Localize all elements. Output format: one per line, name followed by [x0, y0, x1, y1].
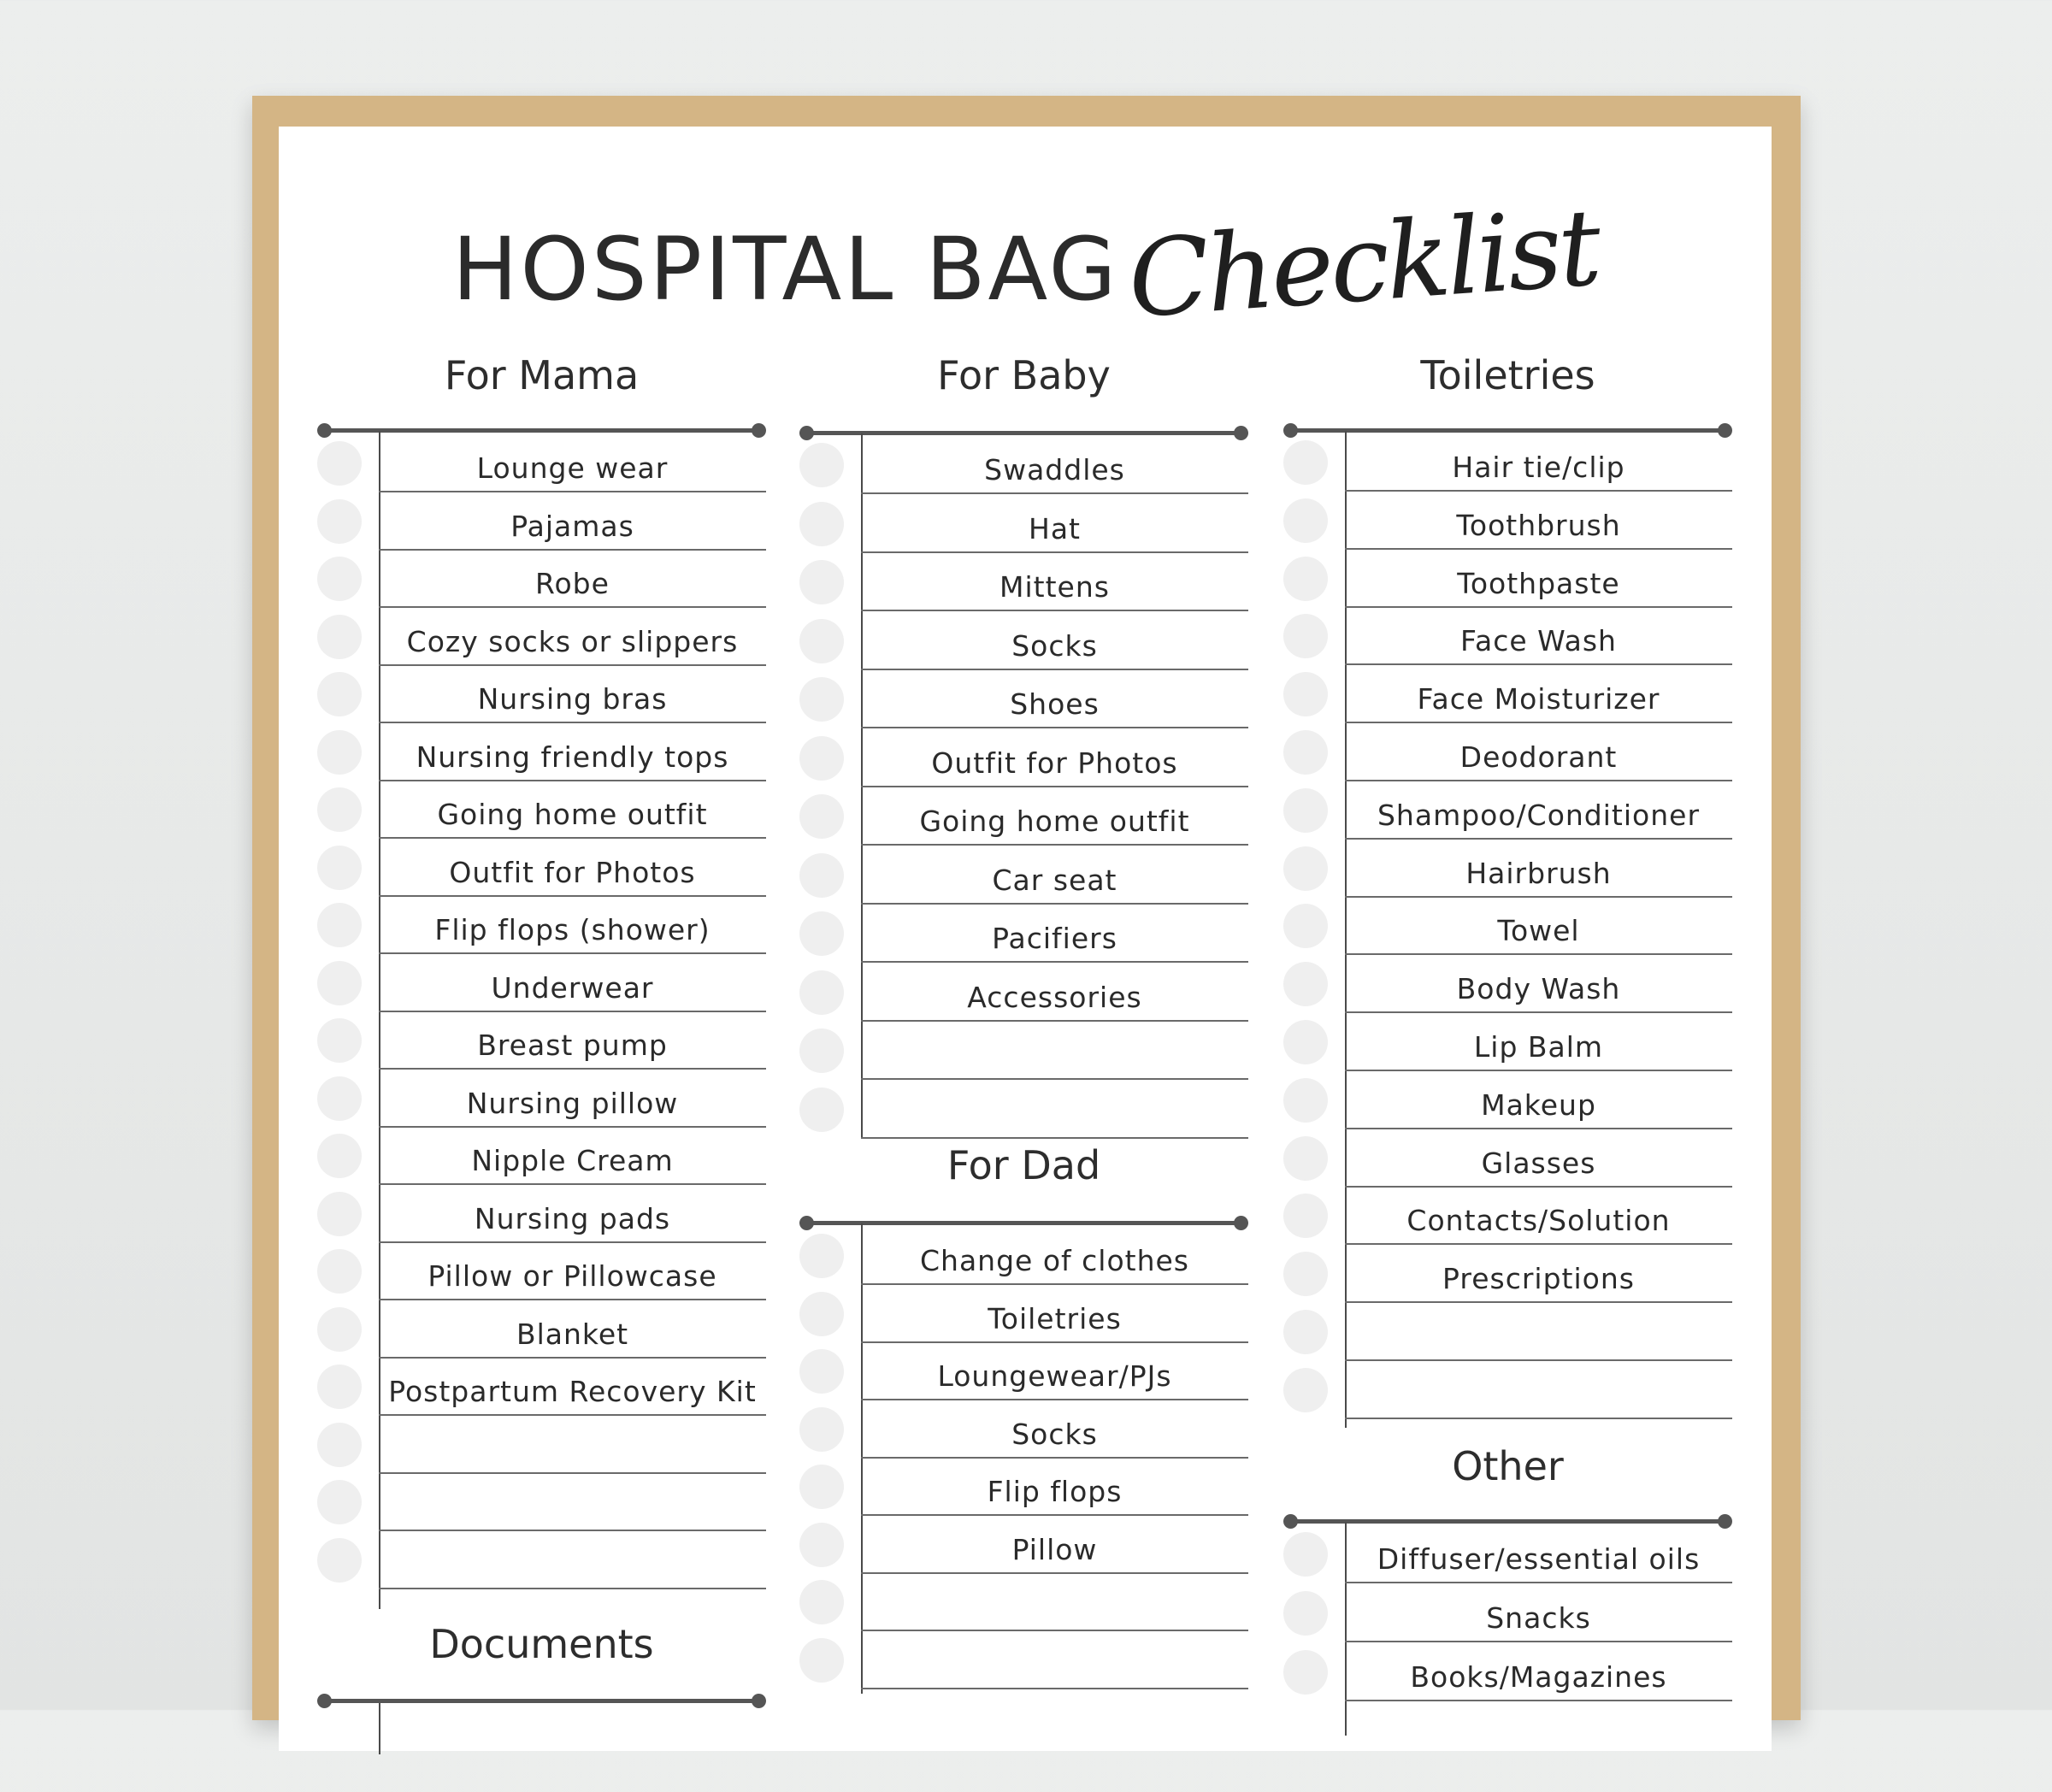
checklist-row	[317, 665, 766, 723]
checkbox-circle[interactable]	[317, 1018, 362, 1063]
checklist-row	[799, 436, 1248, 494]
checklist-row	[317, 1531, 766, 1589]
section-title: Documents	[429, 1621, 654, 1667]
checkbox-circle[interactable]	[1283, 1078, 1328, 1123]
checklist-item: Socks	[861, 612, 1248, 670]
checklist-item: Hair tie/clip	[1345, 433, 1732, 492]
checklist-row	[1283, 1525, 1732, 1583]
checkbox-circle[interactable]	[1283, 1368, 1328, 1412]
checklist-row	[317, 1011, 766, 1070]
checklist-item	[1345, 1303, 1732, 1361]
checkbox-circle[interactable]	[799, 911, 844, 956]
checklist-item: Accessories	[861, 964, 1248, 1022]
checklist-row	[799, 846, 1248, 905]
checklist-item: Nursing pillow	[379, 1070, 766, 1128]
checklist-item: Toothbrush	[1345, 492, 1732, 550]
checklist-item: Outfit for Photos	[379, 839, 766, 897]
checkbox-circle[interactable]	[1283, 788, 1328, 833]
checklist-item: Outfit for Photos	[861, 729, 1248, 787]
checkbox-circle[interactable]	[799, 1523, 844, 1567]
checkbox-circle[interactable]	[1283, 1532, 1328, 1577]
section-title: Other	[1452, 1443, 1564, 1489]
checkbox-circle[interactable]	[799, 736, 844, 781]
checklist-row	[799, 670, 1248, 728]
checkbox-circle[interactable]	[1283, 1591, 1328, 1636]
checklist-item: Flip flops (shower)	[379, 896, 766, 954]
checkbox-circle[interactable]	[799, 502, 844, 546]
checklist-row	[799, 1516, 1248, 1574]
checklist-row	[1283, 1643, 1732, 1701]
checklist-row	[1283, 1303, 1732, 1361]
checklist-item: Change of clothes	[861, 1227, 1248, 1285]
checklist-item: Socks	[861, 1400, 1248, 1459]
checkbox-circle[interactable]	[1283, 1194, 1328, 1238]
checkbox-circle[interactable]	[799, 560, 844, 604]
checkbox-circle[interactable]	[1283, 904, 1328, 948]
checkbox-circle[interactable]	[799, 1029, 844, 1073]
checklist-row	[799, 964, 1248, 1022]
checkbox-circle[interactable]	[799, 619, 844, 663]
checklist-item: Shoes	[861, 670, 1248, 728]
checklist-row	[799, 612, 1248, 670]
checklist-row	[317, 1300, 766, 1359]
checkbox-circle[interactable]	[317, 1423, 362, 1467]
checklist-item: Contacts/Solution	[1345, 1187, 1732, 1245]
checkbox-circle[interactable]	[1283, 672, 1328, 716]
checkbox-circle[interactable]	[799, 1465, 844, 1509]
checklist-item	[861, 1631, 1248, 1689]
checklist-row	[1283, 492, 1732, 550]
section-for-mama	[317, 352, 766, 1720]
checklist-row	[1283, 607, 1732, 665]
checkbox-circle[interactable]	[799, 1407, 844, 1452]
section-other	[1283, 1443, 1732, 1785]
section-rule	[806, 431, 1241, 435]
checklist-row	[1283, 665, 1732, 723]
checkbox-circle[interactable]	[317, 730, 362, 775]
checkbox-circle[interactable]	[1283, 1252, 1328, 1296]
checklist-row	[1283, 1129, 1732, 1188]
checklist-row	[317, 608, 766, 666]
checklist-row	[799, 1285, 1248, 1343]
checkbox-circle[interactable]	[799, 794, 844, 839]
checklist-item: Shampoo/Conditioner	[1345, 781, 1732, 840]
checkbox-circle[interactable]	[317, 1365, 362, 1409]
checklist-item: Glasses	[1345, 1129, 1732, 1188]
checklist-item: Lip Balm	[1345, 1013, 1732, 1071]
checklist-item: Car seat	[861, 846, 1248, 905]
checklist-item: Books/Magazines	[1345, 1643, 1732, 1701]
checklist-item: Pillow	[861, 1516, 1248, 1574]
checklist-item: Nursing friendly tops	[379, 723, 766, 781]
checklist-row	[799, 787, 1248, 846]
checklist-row	[1283, 433, 1732, 492]
checkbox-circle[interactable]	[799, 677, 844, 722]
checkbox-circle[interactable]	[317, 846, 362, 890]
section-title: For Dad	[946, 1142, 1101, 1188]
checklist-item: Loungewear/PJs	[861, 1342, 1248, 1400]
checklist-item: Hat	[861, 495, 1248, 553]
checklist-row	[799, 905, 1248, 963]
section-rule	[1290, 1519, 1725, 1524]
checkbox-circle[interactable]	[799, 1580, 844, 1624]
checklist-row	[1283, 1361, 1732, 1419]
checklist-page	[279, 127, 1772, 1751]
checkbox-circle[interactable]	[799, 970, 844, 1015]
section-rule	[806, 1221, 1241, 1225]
checklist-row	[317, 896, 766, 954]
checklist-row	[317, 1242, 766, 1300]
checklist-item: Going home outfit	[861, 787, 1248, 846]
checkbox-circle[interactable]	[1283, 1310, 1328, 1354]
checklist-item: Blanket	[379, 1300, 766, 1359]
checkbox-circle[interactable]	[1283, 498, 1328, 543]
checklist-row	[317, 839, 766, 897]
checklist-row	[799, 1342, 1248, 1400]
checklist-row	[317, 1185, 766, 1243]
checklist-item: Diffuser/essential oils	[1345, 1525, 1732, 1583]
checklist-row	[1283, 550, 1732, 608]
section-rule	[324, 1699, 759, 1703]
checklist-item	[861, 1573, 1248, 1631]
checkbox-circle[interactable]	[799, 1349, 844, 1394]
checklist-item: Pillow or Pillowcase	[379, 1242, 766, 1300]
checklist-item: Nursing bras	[379, 665, 766, 723]
checklist-item: Flip flops	[861, 1458, 1248, 1516]
checklist-item: Towel	[1345, 897, 1732, 955]
checklist-item	[379, 1473, 766, 1531]
checklist-item: Pacifiers	[861, 905, 1248, 963]
checklist-row	[1283, 840, 1732, 898]
checklist-item: Snacks	[1345, 1584, 1732, 1642]
checklist-row	[317, 1473, 766, 1531]
checklist-item: Lounge wear	[379, 434, 766, 492]
checkbox-circle[interactable]	[317, 1307, 362, 1352]
section-toiletries	[1283, 352, 1732, 1549]
section-for-dad	[799, 1142, 1248, 1741]
section-title: For Baby	[937, 352, 1111, 398]
checklist-row	[799, 1573, 1248, 1631]
checklist-item: Hairbrush	[1345, 840, 1732, 898]
checklist-item	[379, 1531, 766, 1589]
checkbox-circle[interactable]	[317, 557, 362, 601]
checklist-row	[317, 492, 766, 551]
checkbox-circle[interactable]	[1283, 1136, 1328, 1181]
checklist-item	[861, 1081, 1248, 1139]
checkbox-circle[interactable]	[799, 1088, 844, 1132]
checkbox-circle[interactable]	[317, 961, 362, 1005]
checklist-item: Pajamas	[379, 492, 766, 551]
checklist-row	[799, 1458, 1248, 1516]
checklist-row	[1283, 955, 1732, 1013]
checklist-item: Swaddles	[861, 436, 1248, 494]
poster-frame	[252, 96, 1801, 1720]
checkbox-circle[interactable]	[317, 441, 362, 486]
checklist-row	[1283, 781, 1732, 840]
checklist-item: Cozy socks or slippers	[379, 608, 766, 666]
checklist-row	[799, 1400, 1248, 1459]
checklist-item: Robe	[379, 550, 766, 608]
checkbox-circle[interactable]	[317, 903, 362, 947]
checklist-row	[317, 1127, 766, 1185]
section-title: For Mama	[444, 352, 640, 398]
title-script: Checklist	[1123, 186, 1602, 343]
checklist-row	[317, 1358, 766, 1416]
checklist-row	[317, 1416, 766, 1474]
checklist-item: Toiletries	[861, 1285, 1248, 1343]
checkbox-circle[interactable]	[1283, 614, 1328, 658]
checklist-item: Face Wash	[1345, 607, 1732, 665]
checklist-row	[1283, 1071, 1732, 1129]
checkbox-circle[interactable]	[1283, 1020, 1328, 1064]
checkbox-circle[interactable]	[317, 499, 362, 544]
checklist-item: Postpartum Recovery Kit	[379, 1358, 766, 1416]
checklist-row	[317, 723, 766, 781]
checklist-item: Makeup	[1345, 1071, 1732, 1129]
checklist-item: Mittens	[861, 553, 1248, 611]
checklist-row	[1283, 723, 1732, 781]
checklist-row	[799, 1631, 1248, 1689]
checklist-row	[799, 495, 1248, 553]
checkbox-circle[interactable]	[317, 1192, 362, 1236]
checklist-row	[317, 1070, 766, 1128]
section-rule	[1290, 428, 1725, 433]
checklist-row	[799, 1227, 1248, 1285]
checkbox-circle[interactable]	[799, 853, 844, 898]
checkbox-circle[interactable]	[1283, 730, 1328, 775]
checkbox-circle[interactable]	[1283, 440, 1328, 485]
checklist-item	[379, 1416, 766, 1474]
checkbox-circle[interactable]	[317, 1480, 362, 1524]
checklist-item: Breast pump	[379, 1011, 766, 1070]
checklist-row	[317, 781, 766, 839]
checkbox-circle[interactable]	[317, 672, 362, 716]
checkbox-circle[interactable]	[317, 1249, 362, 1294]
checklist-item: Going home outfit	[379, 781, 766, 839]
checkbox-circle[interactable]	[1283, 1650, 1328, 1695]
checklist-item: Face Moisturizer	[1345, 665, 1732, 723]
checkbox-circle[interactable]	[317, 1538, 362, 1583]
section-title: Toiletries	[1420, 352, 1595, 398]
checklist-row	[317, 550, 766, 608]
checklist-row	[1283, 1584, 1732, 1642]
checkbox-circle[interactable]	[317, 615, 362, 659]
section-vertical-line	[379, 1703, 380, 1754]
checkbox-circle[interactable]	[1283, 846, 1328, 891]
checkbox-circle[interactable]	[1283, 557, 1328, 601]
checklist-item	[1345, 1361, 1732, 1419]
checklist-item: Toothpaste	[1345, 550, 1732, 608]
section-rule	[324, 428, 759, 433]
checklist-row	[1283, 1245, 1732, 1303]
checkbox-circle[interactable]	[799, 1638, 844, 1683]
checklist-row	[799, 553, 1248, 611]
checklist-row	[799, 1022, 1248, 1080]
section-documents	[317, 1621, 766, 1792]
checklist-row	[317, 954, 766, 1012]
checklist-row	[799, 729, 1248, 787]
checklist-row	[1283, 1013, 1732, 1071]
checklist-item: Nursing pads	[379, 1185, 766, 1243]
checkbox-circle[interactable]	[1283, 962, 1328, 1006]
checklist-row	[1283, 1187, 1732, 1245]
checklist-row	[799, 1081, 1248, 1139]
checklist-item: Nipple Cream	[379, 1127, 766, 1185]
checkbox-circle[interactable]	[799, 1234, 844, 1278]
checklist-item: Deodorant	[1345, 723, 1732, 781]
page-title	[279, 186, 1772, 343]
title-main: HOSPITAL BAG	[451, 218, 1119, 321]
checklist-item	[861, 1022, 1248, 1080]
checklist-row	[1283, 897, 1732, 955]
checklist-row	[317, 434, 766, 492]
checkbox-circle[interactable]	[799, 443, 844, 487]
checkbox-circle[interactable]	[317, 1134, 362, 1178]
checkbox-circle[interactable]	[317, 787, 362, 832]
checklist-item: Body Wash	[1345, 955, 1732, 1013]
checklist-item: Underwear	[379, 954, 766, 1012]
checkbox-circle[interactable]	[799, 1292, 844, 1336]
checklist-item: Prescriptions	[1345, 1245, 1732, 1303]
checkbox-circle[interactable]	[317, 1076, 362, 1121]
